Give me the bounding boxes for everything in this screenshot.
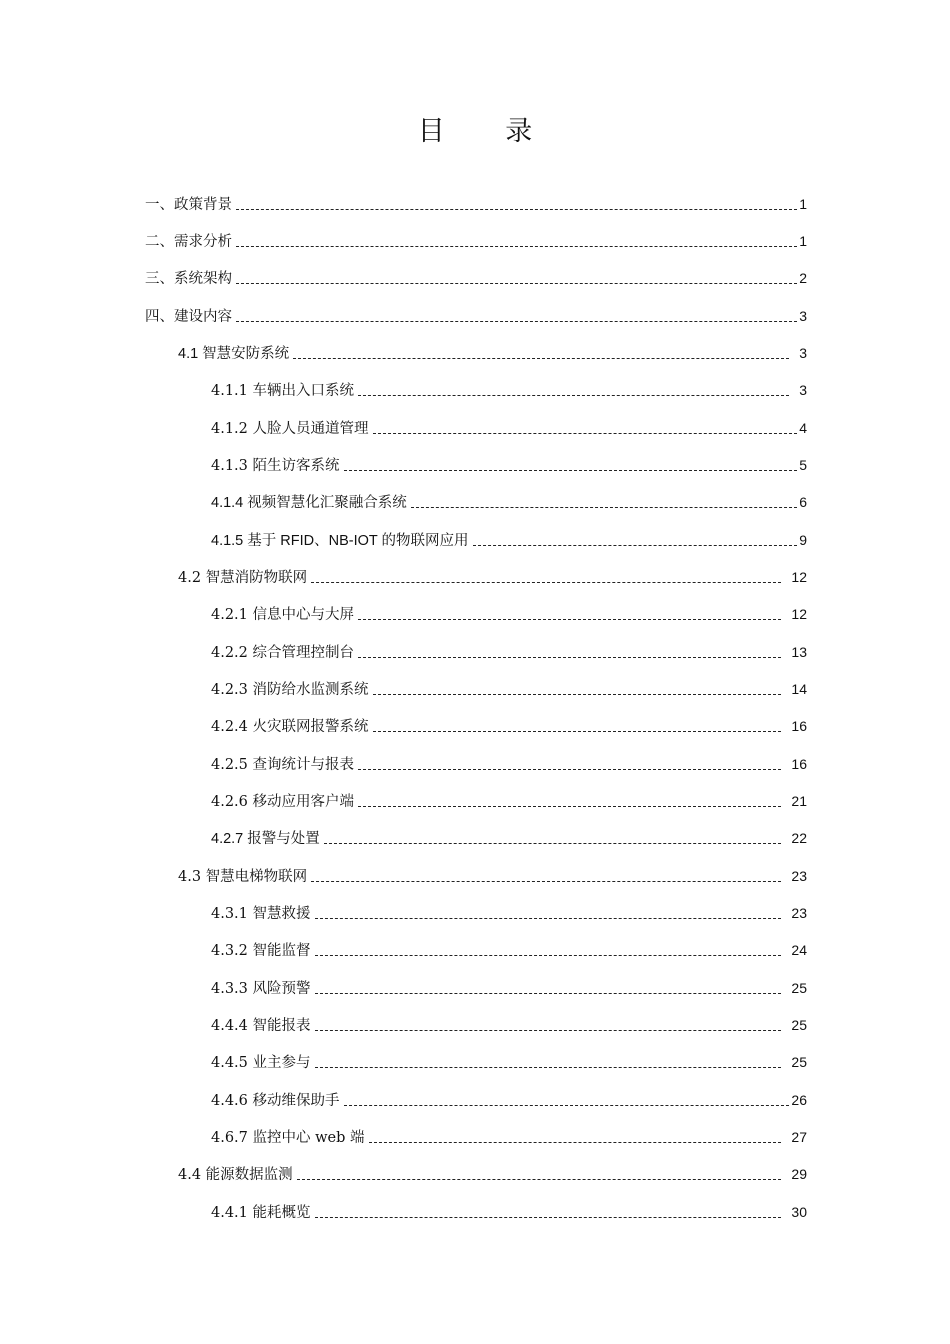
toc-entry-label: 一、政策背景 <box>145 197 232 213</box>
toc-leader-dots <box>236 209 797 210</box>
toc-entry[interactable] <box>211 752 807 776</box>
toc-entry[interactable] <box>211 602 807 626</box>
toc-page-number: 25 <box>791 1054 807 1070</box>
toc-entry[interactable] <box>211 789 807 813</box>
toc-entry[interactable] <box>211 1125 807 1149</box>
toc-leader-dots <box>311 881 781 882</box>
toc-entry-label: 4.2.6 移动应用客户端 <box>211 794 355 810</box>
toc-entry[interactable] <box>211 490 807 514</box>
toc-entry[interactable] <box>211 416 807 440</box>
toc-entry[interactable] <box>211 901 807 925</box>
toc-leader-dots <box>311 582 781 583</box>
toc-entry-label: 4.3.3 风险预警 <box>211 981 311 997</box>
toc-entry-label: 4.2.3 消防给水监测系统 <box>211 682 369 698</box>
toc-leader-dots <box>473 545 798 546</box>
toc-leader-dots <box>358 769 781 770</box>
toc-leader-dots <box>315 918 782 919</box>
toc-entry-label: 4.2.5 查询统计与报表 <box>211 757 355 773</box>
toc-entry[interactable] <box>211 528 807 552</box>
toc-page-number: 12 <box>791 569 807 585</box>
toc-entry[interactable] <box>211 826 807 850</box>
toc-leader-dots <box>358 619 781 620</box>
toc-entry[interactable] <box>211 976 807 1000</box>
toc-page-number: 23 <box>791 905 807 921</box>
toc-entry-label: 4.2.4 火灾联网报警系统 <box>211 719 369 735</box>
toc-entry-label: 4.4.1 能耗概览 <box>211 1205 311 1221</box>
toc-page-number: 3 <box>799 382 807 398</box>
toc-page-number: 1 <box>799 233 807 249</box>
toc-entry-label: 4.2.1 信息中心与大屏 <box>211 607 355 623</box>
toc-page-number: 5 <box>799 457 807 473</box>
toc-entry[interactable] <box>211 378 807 402</box>
toc-entry[interactable] <box>211 714 807 738</box>
toc-page-number: 16 <box>791 756 807 772</box>
toc-leader-dots <box>236 246 797 247</box>
toc-entry[interactable] <box>211 1013 807 1037</box>
toc-entry[interactable] <box>211 1050 807 1074</box>
toc-entry[interactable] <box>178 1162 807 1186</box>
toc-entry-label: 4.4.5 业主参与 <box>211 1055 311 1071</box>
toc-entry[interactable] <box>211 640 807 664</box>
toc-entry[interactable] <box>211 1088 807 1112</box>
toc-entry-label: 4.1 智慧安防系统 <box>178 346 290 362</box>
toc-leader-dots <box>358 395 789 396</box>
toc-entry-label: 4.1.4 视频智慧化汇聚融合系统 <box>211 495 407 511</box>
toc-entry[interactable] <box>211 1200 807 1224</box>
toc-page-number: 21 <box>791 793 807 809</box>
toc-entry-label: 4.3 智慧电梯物联网 <box>178 869 308 885</box>
toc-entry-label: 4.2 智慧消防物联网 <box>178 570 308 586</box>
toc-entry[interactable] <box>145 266 807 290</box>
toc-entry[interactable] <box>178 864 807 888</box>
toc-entry-label: 4.6.7 监控中心 web 端 <box>211 1130 365 1146</box>
toc-entry-label: 4.1.5 基于 RFID、NB-IOT 的物联网应用 <box>211 533 469 549</box>
toc-page-number: 22 <box>791 830 807 846</box>
toc-entry[interactable] <box>178 341 807 365</box>
toc-page-number: 2 <box>799 270 807 286</box>
toc-entry-label: 二、需求分析 <box>145 234 232 250</box>
toc-entry-label: 4.1.2 人脸人员通道管理 <box>211 421 369 437</box>
toc-entry-label: 4.4.6 移动维保助手 <box>211 1093 340 1109</box>
toc-page-number: 1 <box>799 196 807 212</box>
toc-page-number: 29 <box>791 1166 807 1182</box>
toc-leader-dots <box>315 1067 782 1068</box>
toc-page-number: 9 <box>799 532 807 548</box>
toc-entry[interactable] <box>211 938 807 962</box>
toc-leader-dots <box>236 283 797 284</box>
toc-leader-dots <box>373 731 782 732</box>
toc-leader-dots <box>358 806 781 807</box>
toc-leader-dots <box>315 955 782 956</box>
toc-entry-label: 四、建设内容 <box>145 309 232 325</box>
toc-page-number: 4 <box>799 420 807 436</box>
toc-page-number: 25 <box>791 980 807 996</box>
toc-entry-label: 4.3.1 智慧救援 <box>211 906 311 922</box>
toc-page-number: 23 <box>791 868 807 884</box>
toc-page-number: 30 <box>791 1204 807 1220</box>
toc-leader-dots <box>373 433 798 434</box>
toc-leader-dots <box>411 507 797 508</box>
toc-entry[interactable] <box>211 453 807 477</box>
toc-page-number: 6 <box>799 494 807 510</box>
toc-entry[interactable] <box>145 229 807 253</box>
toc-entry[interactable] <box>178 565 807 589</box>
toc-entry-label: 4.1.1 车辆出入口系统 <box>211 383 355 399</box>
toc-page-number: 26 <box>791 1092 807 1108</box>
toc-leader-dots <box>373 694 782 695</box>
toc-page-number: 3 <box>799 345 807 361</box>
toc-title: 目 录 <box>417 116 559 147</box>
toc-leader-dots <box>236 321 797 322</box>
toc-entry-label: 4.4.4 智能报表 <box>211 1018 311 1034</box>
toc-page-number: 12 <box>791 606 807 622</box>
toc-entry-label: 4.1.3 陌生访客系统 <box>211 458 340 474</box>
toc-page-number: 14 <box>791 681 807 697</box>
toc-leader-dots <box>315 1217 782 1218</box>
toc-entry-label: 4.3.2 智能监督 <box>211 943 311 959</box>
toc-entry[interactable] <box>145 192 807 216</box>
toc-page-number: 16 <box>791 718 807 734</box>
toc-page-number: 3 <box>799 308 807 324</box>
toc-entry[interactable] <box>211 677 807 701</box>
toc-entry-label: 4.2.2 综合管理控制台 <box>211 645 355 661</box>
toc-leader-dots <box>324 843 782 844</box>
toc-entry-label: 三、系统架构 <box>145 271 232 287</box>
toc-leader-dots <box>344 1105 790 1106</box>
toc-page-number: 25 <box>791 1017 807 1033</box>
toc-entry-label: 4.2.7 报警与处置 <box>211 831 320 847</box>
toc-page-number: 24 <box>791 942 807 958</box>
toc-leader-dots <box>297 1179 782 1180</box>
toc-leader-dots <box>315 993 782 994</box>
toc-page-number: 27 <box>791 1129 807 1145</box>
toc-leader-dots <box>358 657 781 658</box>
toc-page-number: 13 <box>791 644 807 660</box>
toc-leader-dots <box>344 470 798 471</box>
toc-leader-dots <box>293 358 789 359</box>
toc-entry-label: 4.4 能源数据监测 <box>178 1167 293 1183</box>
toc-leader-dots <box>369 1142 782 1143</box>
toc-leader-dots <box>315 1030 782 1031</box>
toc-entry[interactable] <box>145 304 807 328</box>
